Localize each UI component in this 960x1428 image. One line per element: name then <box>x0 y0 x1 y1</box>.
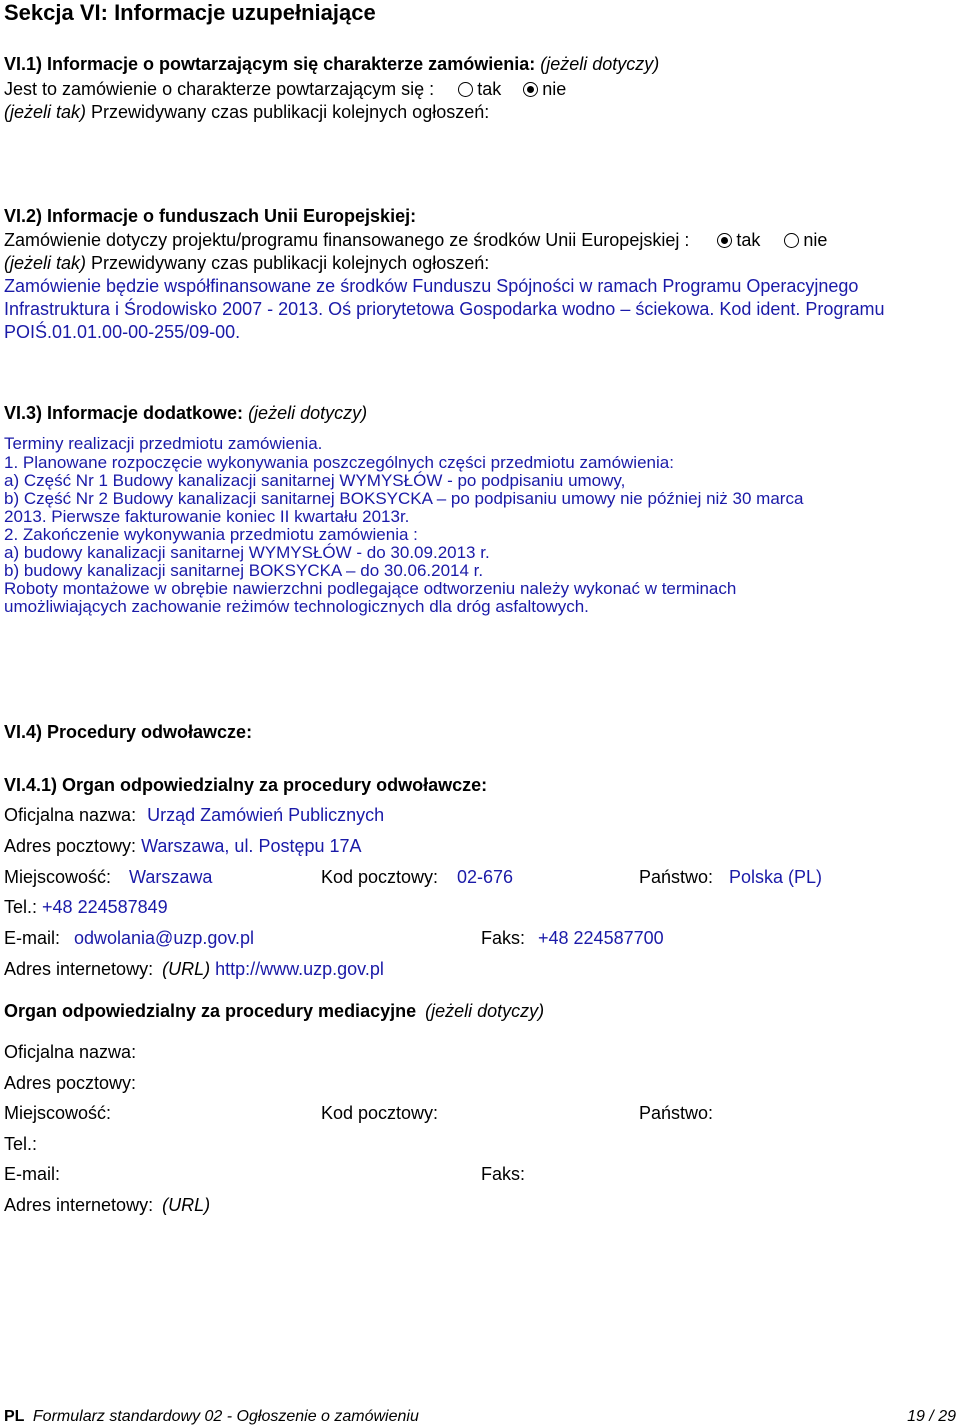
vi1-radio-nie[interactable] <box>523 82 538 97</box>
org-name-row <box>4 805 384 826</box>
vi2-answer-line: POIŚ.01.01.00-00-255/09-00. <box>4 322 241 342</box>
org-www-note: (URL) <box>162 959 211 979</box>
org-tel-label: Tel.: <box>4 897 38 917</box>
org-city-label: Miejscowość: <box>4 867 112 887</box>
vi2-answer-line: Infrastruktura i Środowisko 2007 - 2013. Oś priorytetowa Gospodarka wodno – ściekowa. Kod ident. Programu <box>4 299 885 319</box>
vi4-title: VI.4) Procedury odwoławcze: <box>4 722 253 742</box>
vi1-sub-text: Przewidywany czas publikacji kolejnych ogłoszeń: <box>91 102 490 122</box>
vi3-line: 2. Zakończenie wykonywania przedmiotu zamówienia : <box>4 525 418 544</box>
vi3-line: b) budowy kanalizacji sanitarnej BOKSYCKA – do 30.06.2014 r. <box>4 561 484 580</box>
org-address-label: Adres pocztowy: <box>4 836 137 856</box>
vi2-tak-label: tak <box>736 230 761 250</box>
org-www-row <box>4 959 384 980</box>
med-www-label: Adres internetowy: <box>4 1195 154 1215</box>
org-fax-value: +48 224587700 <box>538 928 664 948</box>
med-address-label: Adres pocztowy: <box>4 1073 137 1093</box>
vi1-title: VI.1) Informacje o powtarzającym się charakterze zamówienia: <box>4 54 536 74</box>
vi2-sub-prefix: (jeżeli tak) <box>4 253 87 273</box>
med-country-label: Państwo: <box>639 1103 714 1123</box>
org-address-row <box>4 836 362 857</box>
vi3-line: 1. Planowane rozpoczęcie wykonywania poszczególnych części przedmiotu zamówienia: <box>4 453 674 472</box>
vi1-radio-tak[interactable] <box>458 82 473 97</box>
vi1-tak-label: tak <box>477 79 502 99</box>
footer-page-number: 19 / 29 <box>907 1408 956 1425</box>
mediation-heading <box>4 1001 544 1022</box>
footer-lang: PL <box>4 1408 25 1425</box>
vi1-sub-prefix: (jeżeli tak) <box>4 102 87 122</box>
med-email-label: E-mail: <box>4 1164 61 1184</box>
vi1-heading <box>4 54 659 75</box>
org-tel-value: +48 224587849 <box>42 897 168 917</box>
org-email-label: E-mail: <box>4 928 61 948</box>
vi2-answer-line: Zamówienie będzie współfinansowane ze środków Funduszu Spójności w ramach Programu Operacyjnego <box>4 276 859 296</box>
org-postal-label: Kod pocztowy: <box>321 867 439 887</box>
vi3-line: umożliwiających zachowanie reżimów technologicznych dla dróg asfaltowych. <box>4 597 589 616</box>
vi3-line: a) Część Nr 1 Budowy kanalizacji sanitarnej WYMYSŁÓW - po podpisaniu umowy, <box>4 471 626 490</box>
org-address-value: Warszawa, ul. Postępu 17A <box>141 836 362 856</box>
vi2-title: VI.2) Informacje o funduszach Unii Europejskiej: <box>4 206 417 226</box>
vi2-sub-text: Przewidywany czas publikacji kolejnych ogłoszeń: <box>91 253 490 273</box>
vi3-line: b) Część Nr 2 Budowy kanalizacji sanitarnej BOKSYCKA – po podpisaniu umowy nie później niż 30 marca <box>4 489 804 508</box>
vi1-sub-row <box>4 102 489 123</box>
vi2-radio-tak[interactable] <box>717 233 732 248</box>
med-www-row <box>4 1195 210 1216</box>
vi1-title-note: (jeżeli dotyczy) <box>540 54 660 74</box>
mediation-note: (jeżeli dotyczy) <box>425 1001 545 1021</box>
org-country-label: Państwo: <box>639 867 714 887</box>
section-title: Sekcja VI: Informacje uzupełniające <box>4 0 376 25</box>
vi1-question: Jest to zamówienie o charakterze powtarzającym się : <box>4 79 435 99</box>
mediation-title: Organ odpowiedzialny za procedury mediacyjne <box>4 1001 417 1021</box>
vi2-sub-row <box>4 253 489 274</box>
footer-form-name: Formularz standardowy 02 - Ogłoszenie o zamówieniu <box>32 1408 419 1425</box>
med-www-note: (URL) <box>162 1195 211 1215</box>
vi1-nie-label: nie <box>542 79 567 99</box>
vi2-question-row <box>4 230 827 251</box>
vi3-line: 2013. Pierwsze fakturowanie koniec II kwartału 2013r. <box>4 507 410 526</box>
org-country-value: Polska (PL) <box>729 867 823 887</box>
org-www-value[interactable]: http://www.uzp.gov.pl <box>215 959 384 979</box>
vi3-line: Terminy realizacji przedmiotu zamówienia. <box>4 434 323 453</box>
vi3-title: VI.3) Informacje dodatkowe: <box>4 403 244 423</box>
vi3-title-note: (jeżeli dotyczy) <box>248 403 368 423</box>
org-postal-value: 02-676 <box>457 867 514 887</box>
org-name-label: Oficjalna nazwa: <box>4 805 137 825</box>
vi1-question-row <box>4 79 566 100</box>
vi2-radio-nie[interactable] <box>784 233 799 248</box>
org-tel-row <box>4 897 168 918</box>
vi41-title: VI.4.1) Organ odpowiedzialny za procedury odwoławcze: <box>4 775 488 795</box>
med-fax-label: Faks: <box>481 1164 526 1184</box>
vi2-question: Zamówienie dotyczy projektu/programu finansowanego ze środków Unii Europejskiej : <box>4 230 690 250</box>
med-city-label: Miejscowość: <box>4 1103 112 1123</box>
vi3-heading <box>4 403 367 424</box>
vi3-line: Roboty montażowe w obrębie nawierzchni podlegające odtworzeniu należy wykonać w terminach <box>4 579 737 598</box>
org-fax-label: Faks: <box>481 928 526 948</box>
footer <box>4 1408 419 1426</box>
med-tel-label: Tel.: <box>4 1134 38 1154</box>
org-city-value: Warszawa <box>129 867 213 887</box>
vi3-line: a) budowy kanalizacji sanitarnej WYMYSŁÓW - do 30.09.2013 r. <box>4 543 490 562</box>
med-name-label: Oficjalna nazwa: <box>4 1042 137 1062</box>
org-email-value[interactable]: odwolania@uzp.gov.pl <box>74 928 255 948</box>
org-www-label: Adres internetowy: <box>4 959 154 979</box>
vi2-nie-label: nie <box>803 230 828 250</box>
med-postal-label: Kod pocztowy: <box>321 1103 439 1123</box>
org-name-value: Urząd Zamówień Publicznych <box>147 805 385 825</box>
